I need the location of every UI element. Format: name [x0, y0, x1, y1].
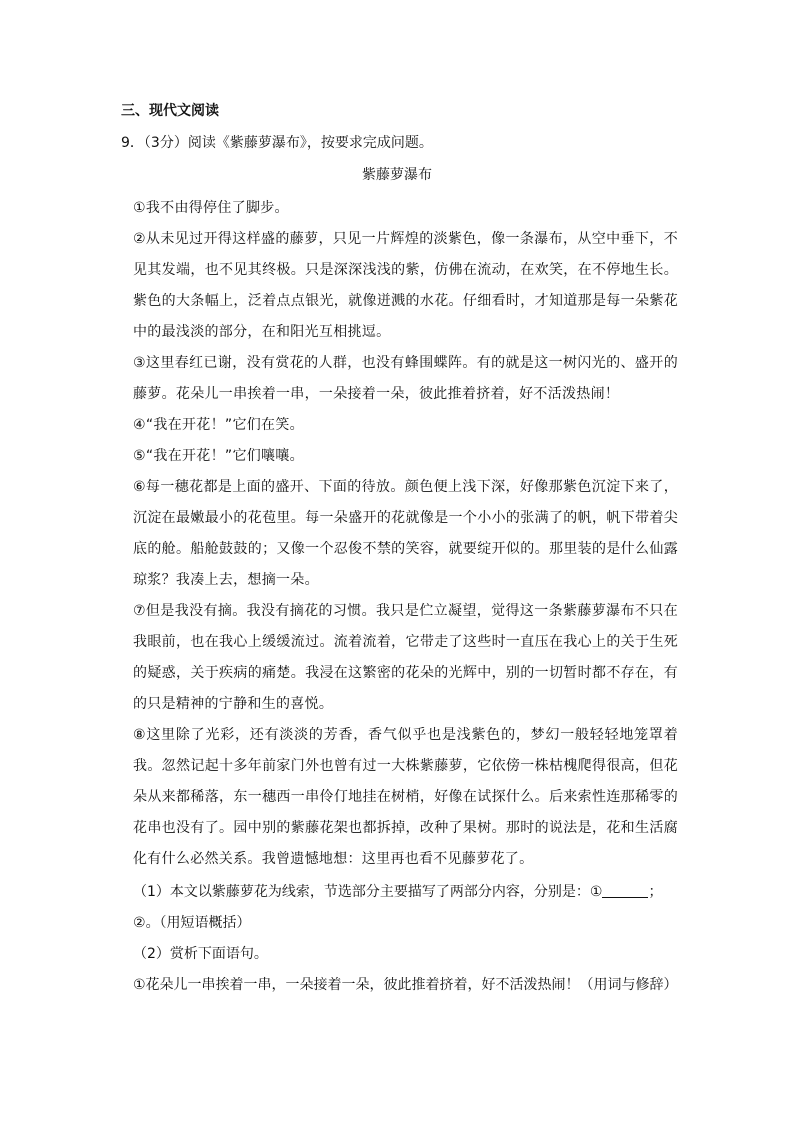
paragraph-5: ⑤“我在开花！”它们嚷嚷。	[133, 448, 304, 464]
paragraph-2: ②从未见过开得这样盛的藤萝，只见一片辉煌的淡紫色，像一条瀑布，从空中垂下，不见其发端，也不见其终极。只是深深浅浅的紫，仿佛在流动，在欢笑，在不停地生长。紫色的大条幅上，泛着点点银光，就像迸溅的水花。仔细看时，才知道那是每一朵紫花中的最浅淡的部分，在和阳光互相挑逗。	[133, 231, 678, 340]
paragraph-8: ⑧这里除了光彩，还有淡淡的芳香，香气似乎也是浅紫色的，梦幻一般轻轻地笼罩着我。忽然记起十多年前家门外也曾有过一大株紫藤萝，它依傍一株枯槐爬得很高，但花朵从来都稀落，东一穗西一串伶仃地挂在树梢，好像在试探什么。后来索性连那稀零的花串也没有了。园中别的紫藤花架也都拆掉，改种了果树。那时的说法是，花和生活腐化有什么必然关系。我曾遗憾地想：这里再也看不见藤萝花了。	[133, 727, 678, 867]
sub-question-2: （2）赏析下面语句。	[133, 946, 268, 962]
article-body	[133, 193, 678, 875]
sub-question-1-mid: ；②	[133, 884, 663, 931]
paragraph-1: ①我不由得停住了脚步。	[133, 200, 289, 216]
question-stem: 9．（3分）阅读《紫藤萝瀑布》，按要求完成问题。	[121, 135, 433, 151]
answer-blank[interactable]	[602, 883, 648, 898]
article-title: 紫藤萝瀑布	[362, 167, 432, 183]
paragraph-4: ④“我在开花！”它们在笑。	[133, 417, 304, 433]
paragraph-7: ⑦但是我没有摘。我没有摘花的习惯。我只是伫立凝望，觉得这一条紫藤萝瀑布不只在我眼前，也在我心上缓缓流过。流着流着，它带走了这些时一直压在我心上的关于生死的疑惑，关于疾病的痛楚。我浸在这繁密的花朵的光辉中，别的一切暂时都不存在，有的只是精神的宁静和生的喜悦。	[133, 603, 678, 712]
sub-question-1-prefix: （1）本文以紫藤萝花为线索，节选部分主要描写了两部分内容，分别是：①	[133, 884, 603, 900]
sub-question-1-suffix: 。（用短语概括）	[145, 915, 251, 931]
sub-question-2-item: ①花朵儿一串挨着一串，一朵接着一朵，彼此推着挤着，好不活泼热闹！（用词与修辞）	[133, 977, 678, 993]
section-title: 三、现代文阅读	[121, 103, 219, 119]
sub-question-1	[133, 877, 678, 939]
paragraph-6: ⑥每一穗花都是上面的盛开、下面的待放。颜色便上浅下深，好像那紫色沉淀下来了，沉淀在最嫩最小的花苞里。每一朵盛开的花就像是一个小小的张满了的帆，帆下带着尖底的舱。船舱鼓鼓的；又像一个忍俊不禁的笑容，就要绽开似的。那里装的是什么仙露琼浆？我凑上去，想摘一朵。	[133, 479, 678, 588]
paragraph-3: ③这里春红已谢，没有赏花的人群，也没有蜂围蝶阵。有的就是这一树闪光的、盛开的藤萝。花朵儿一串挨着一串，一朵接着一朵，彼此推着挤着，好不活泼热闹！	[133, 355, 678, 402]
